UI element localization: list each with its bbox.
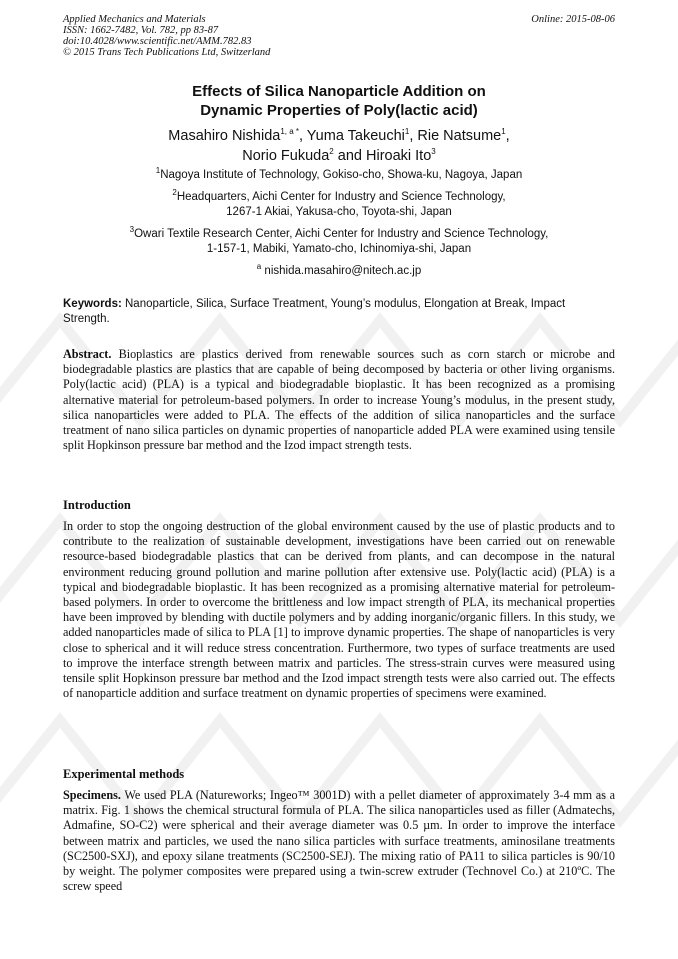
author-list: Masahiro Nishida$^{1, a *}$, Yuma Takeuchi$^1$, Rie Natsume$^1$, Norio Fukuda$^2$ and Hiroaki Ito$^3$: [168, 127, 510, 164]
journal-header: [63, 14, 270, 58]
abstract-label: Abstract.: [63, 347, 112, 361]
abstract: [63, 347, 615, 453]
journal-name: Applied Mechanics and Materials: [63, 14, 206, 25]
issn-line: ISSN: 1662-7482, Vol. 782, pp 83-87: [63, 25, 219, 36]
experimental-heading: Experimental methods: [63, 767, 185, 781]
online-date: Online: 2015-08-06: [531, 14, 615, 25]
specimens-paragraph: [63, 788, 615, 894]
author-1: Masahiro Nishida: [168, 128, 281, 144]
author-3-sup: 1: [501, 127, 506, 137]
keywords: [63, 297, 615, 327]
author-2: , Yuma Takeuchi: [299, 128, 405, 144]
author-3: , Rie Natsume: [409, 128, 502, 144]
abstract-text: Bioplastics are plastics derived from renewable sources such as corn starch or microbe and biodegradable plastics are plastics that are capable of being decomposed by bacteria or other living organisms. Poly(lactic acid) (PLA) is a typical and biodegradable bioplastic. It has been recognized as a promising alternative material for petroleum-based polymers. In order to increase Young’s modulus, in the present study, silica nanoparticles were added to PLA. The effects of the addition of silica nanoparticles and the surface treatment of nano silica particles on dynamic properties of nanoparticle added PLA were examined using tensile split Hopkinson pressure bar method and the Izod impact strength tests.: [63, 347, 615, 453]
author-5-sup: 3: [431, 147, 436, 157]
corresponding-email: $^a$ nishida.masahiro@nitech.ac.jp: [256, 262, 422, 277]
introduction-heading: Introduction: [63, 498, 131, 512]
doi-line: doi:10.4028/www.scientific.net/AMM.782.83: [63, 36, 252, 47]
author-1-sup: 1, a *: [280, 127, 300, 137]
affiliation-2: $^2$Headquarters, Aichi Center for Industry and Science Technology, 1267-1 Akiai, Yakusa-cho, Toyota-shi, Japan: [172, 188, 506, 218]
keywords-label: Keywords:: [63, 298, 122, 310]
specimens-text: We used PLA (Natureworks; Ingeo™ 3001D) with a pellet diameter of approximately 3-4 mm as a matrix. Fig. 1 shows the chemical structural formula of PLA. The silica nanoparticles used as filler (Admatechs, Admafine, SO-C2) were spherical and their average diameter was 0.5 µm. In order to improve the interface between matrix and particles, we used the nano silica particles with surface treatments, aminosilane treatments (SC2500-SXJ), and epoxy silane treatments (SC2500-SEJ). The mixing ratio of PA11 to silica particles is 90/10 by weight. The polymer composites were prepared using a twin-screw extruder (Technovel Co.) at 210ºC. The screw speed: [63, 788, 615, 894]
title-line-1: Effects of Silica Nanoparticle Addition on: [192, 83, 486, 100]
author-4-sup: 2: [329, 147, 334, 157]
affiliation-1: $^1$Nagoya Institute of Technology, Gokiso-cho, Showa-ku, Nagoya, Japan: [155, 166, 523, 181]
title-line-2: Dynamic Properties of Poly(lactic acid): [200, 102, 478, 119]
specimens-label: Specimens.: [63, 788, 121, 802]
paper-title: [0, 82, 678, 120]
introduction-text: In order to stop the ongoing destruction of the global environment caused by the use of plastic products and to contribute to the realization of sustainable development, investigations have been carried out on renewable resource-based biodegradable plastics that can be derived from plants, and can decompose in the natural environment reducing ground pollution and marine pollution after extensive use. Poly(lactic acid) (PLA) is a typical and biodegradable bioplastic. It has been recognized as a promising alternative material for petroleum-based polymers. In order to overcome the brittleness and low impact strength of PLA, its mechanical properties have been improved by blending with ductile polymers and by adding inorganic/organic fillers. In this study, we added nanoparticles made of silica to PLA [1] to improve dynamic properties. The shape of nanoparticles is very close to spherical and it will reduce stress concentration. Furthermore, two types of surface treatments are used to improve the interface strength between matrix and particles. The stress-strain curves were measured using tensile split Hopkinson pressure bar method and the Izod impact strength tests were also carried out. The effects of nanoparticle addition and surface treatment on dynamic properties of specimens were examined.: [63, 519, 615, 701]
copyright-line: © 2015 Trans Tech Publications Ltd, Switzerland: [63, 47, 271, 58]
author-5: and Hiroaki Ito: [333, 148, 432, 164]
email-link[interactable]: nishida.masahiro@nitech.ac.jp: [261, 265, 422, 277]
author-2-sup: 1: [404, 127, 410, 137]
keywords-text: Nanoparticle, Silica, Surface Treatment, Young’s modulus, Elongation at Break, Impact Strength.: [63, 298, 566, 325]
author-4: Norio Fukuda: [242, 148, 330, 164]
affiliation-3: $^3$Owari Textile Research Center, Aichi Center for Industry and Science Technology, 1-157-1, Mabiki, Yamato-cho, Ichinomiya-shi, Japan: [129, 225, 549, 255]
